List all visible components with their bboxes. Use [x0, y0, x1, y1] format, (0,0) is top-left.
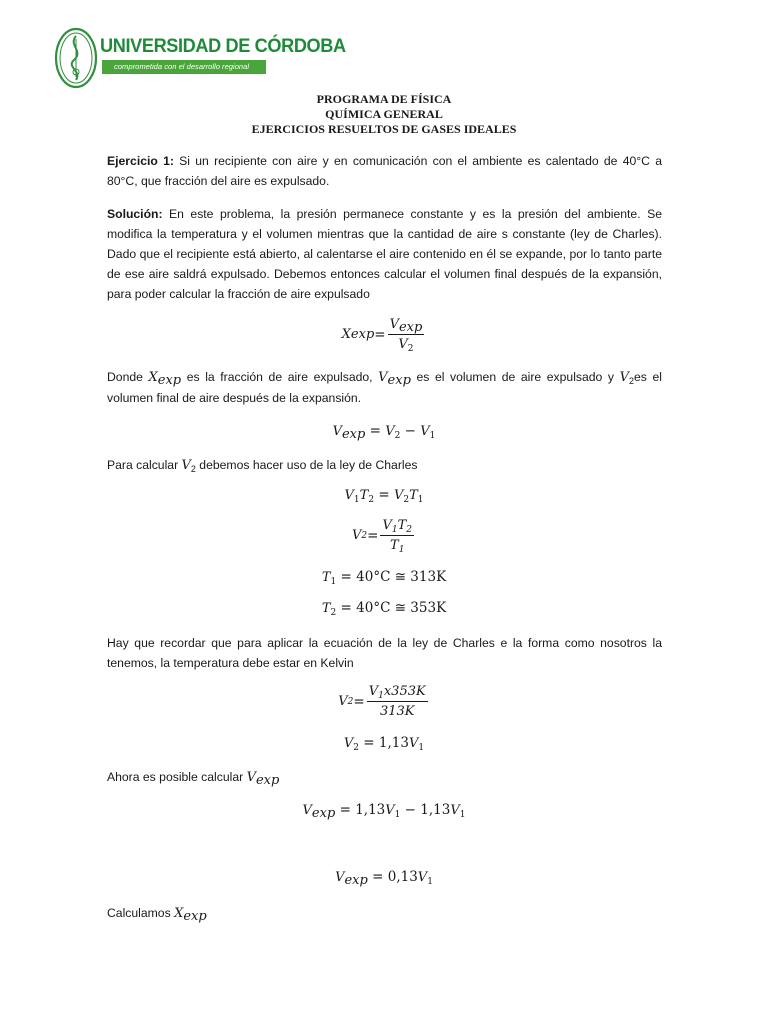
solution-text: En este problema, la presión permanece constante y es la presión del ambiente. Se modifica la temperatura y el volumen mientras que la cantidad de aire s constante (ley de Charles). Dado que el recipiente está abierto, al calentarse el aire contenido en él se expande, por lo tanto parte de ese aire saldrá expulsado. Debemos entonces calcular el volumen final después de la expansión, para poder calcular la fracción de aire expulsado	[107, 207, 662, 301]
kelvin-reminder: Hay que recordar que para aplicar la ecuación de la ley de Charles e la forma como nosotros la tenemos, la temperatura debe estar en Kelvin	[107, 636, 662, 670]
equation-t1: $T_1 = 40^\circ C$ ≅ 313K	[321, 569, 447, 587]
calculate-xexp-line: Calculamos $X_{exp}$	[107, 906, 207, 924]
university-slogan: comprometida con el desarrollo regional	[102, 60, 266, 74]
equation-charles-law: $V_1T_2 = V_2T_1$	[344, 487, 424, 505]
equation-v2-numeric: V 2 = $\frac{V_1x353K}{313K}$	[338, 684, 426, 719]
now-calc-line: Ahora es posible calcular $V_{exp}$	[107, 770, 280, 788]
where-paragraph: Donde $X_{exp}$ es la fracción de aire expulsado, $V_{exp}$ es el volumen de aire expulsado y $V_2es$ el volumen final de aire después de la expansión.	[107, 370, 662, 405]
calc-v2-line: Para calcular $V_2$ debemos hacer uso de la ley de Charles	[107, 458, 418, 474]
exercise-paragraph	[107, 151, 662, 191]
university-seal-icon	[54, 27, 98, 89]
equation-vexp-result: $V_{exp} = 0,13V_1$	[335, 869, 433, 888]
solution-label: Solución:	[107, 207, 163, 221]
solution-paragraph	[107, 204, 662, 304]
exercise-text: Si un recipiente con aire y en comunicación con el ambiente es calentado de 40°C a 80°C, que fracción del aire es expulsado.	[107, 154, 662, 188]
document-title: EJERCICIOS RESUELTOS DE GASES IDEALES	[251, 122, 517, 136]
exercise-label: Ejercicio 1:	[107, 154, 174, 168]
program-heading: PROGRAMA DE FÍSICA	[316, 92, 452, 106]
equation-fraction-expelled: X exp = $\frac{V_{exp}}{V_2}$	[341, 317, 423, 354]
equation-v2-result: $V_2 = 1,13V_1$	[343, 735, 425, 753]
equation-v2-solved: V 2 = $\frac{V_1T_2}{T_1}$	[352, 518, 412, 555]
equation-t2: $T_2 = 40^\circ C$ ≅ 353K	[321, 600, 447, 618]
equation-volume-expelled: $V_{exp} = V_2 - V_1$	[332, 423, 436, 442]
university-name: UNIVERSIDAD DE CÓRDOBA	[100, 35, 346, 57]
course-heading: QUÍMICA GENERAL	[325, 107, 443, 121]
equation-vexp-difference: $V_{exp} = 1,13V_1 - 1,13V_1$	[302, 802, 466, 821]
